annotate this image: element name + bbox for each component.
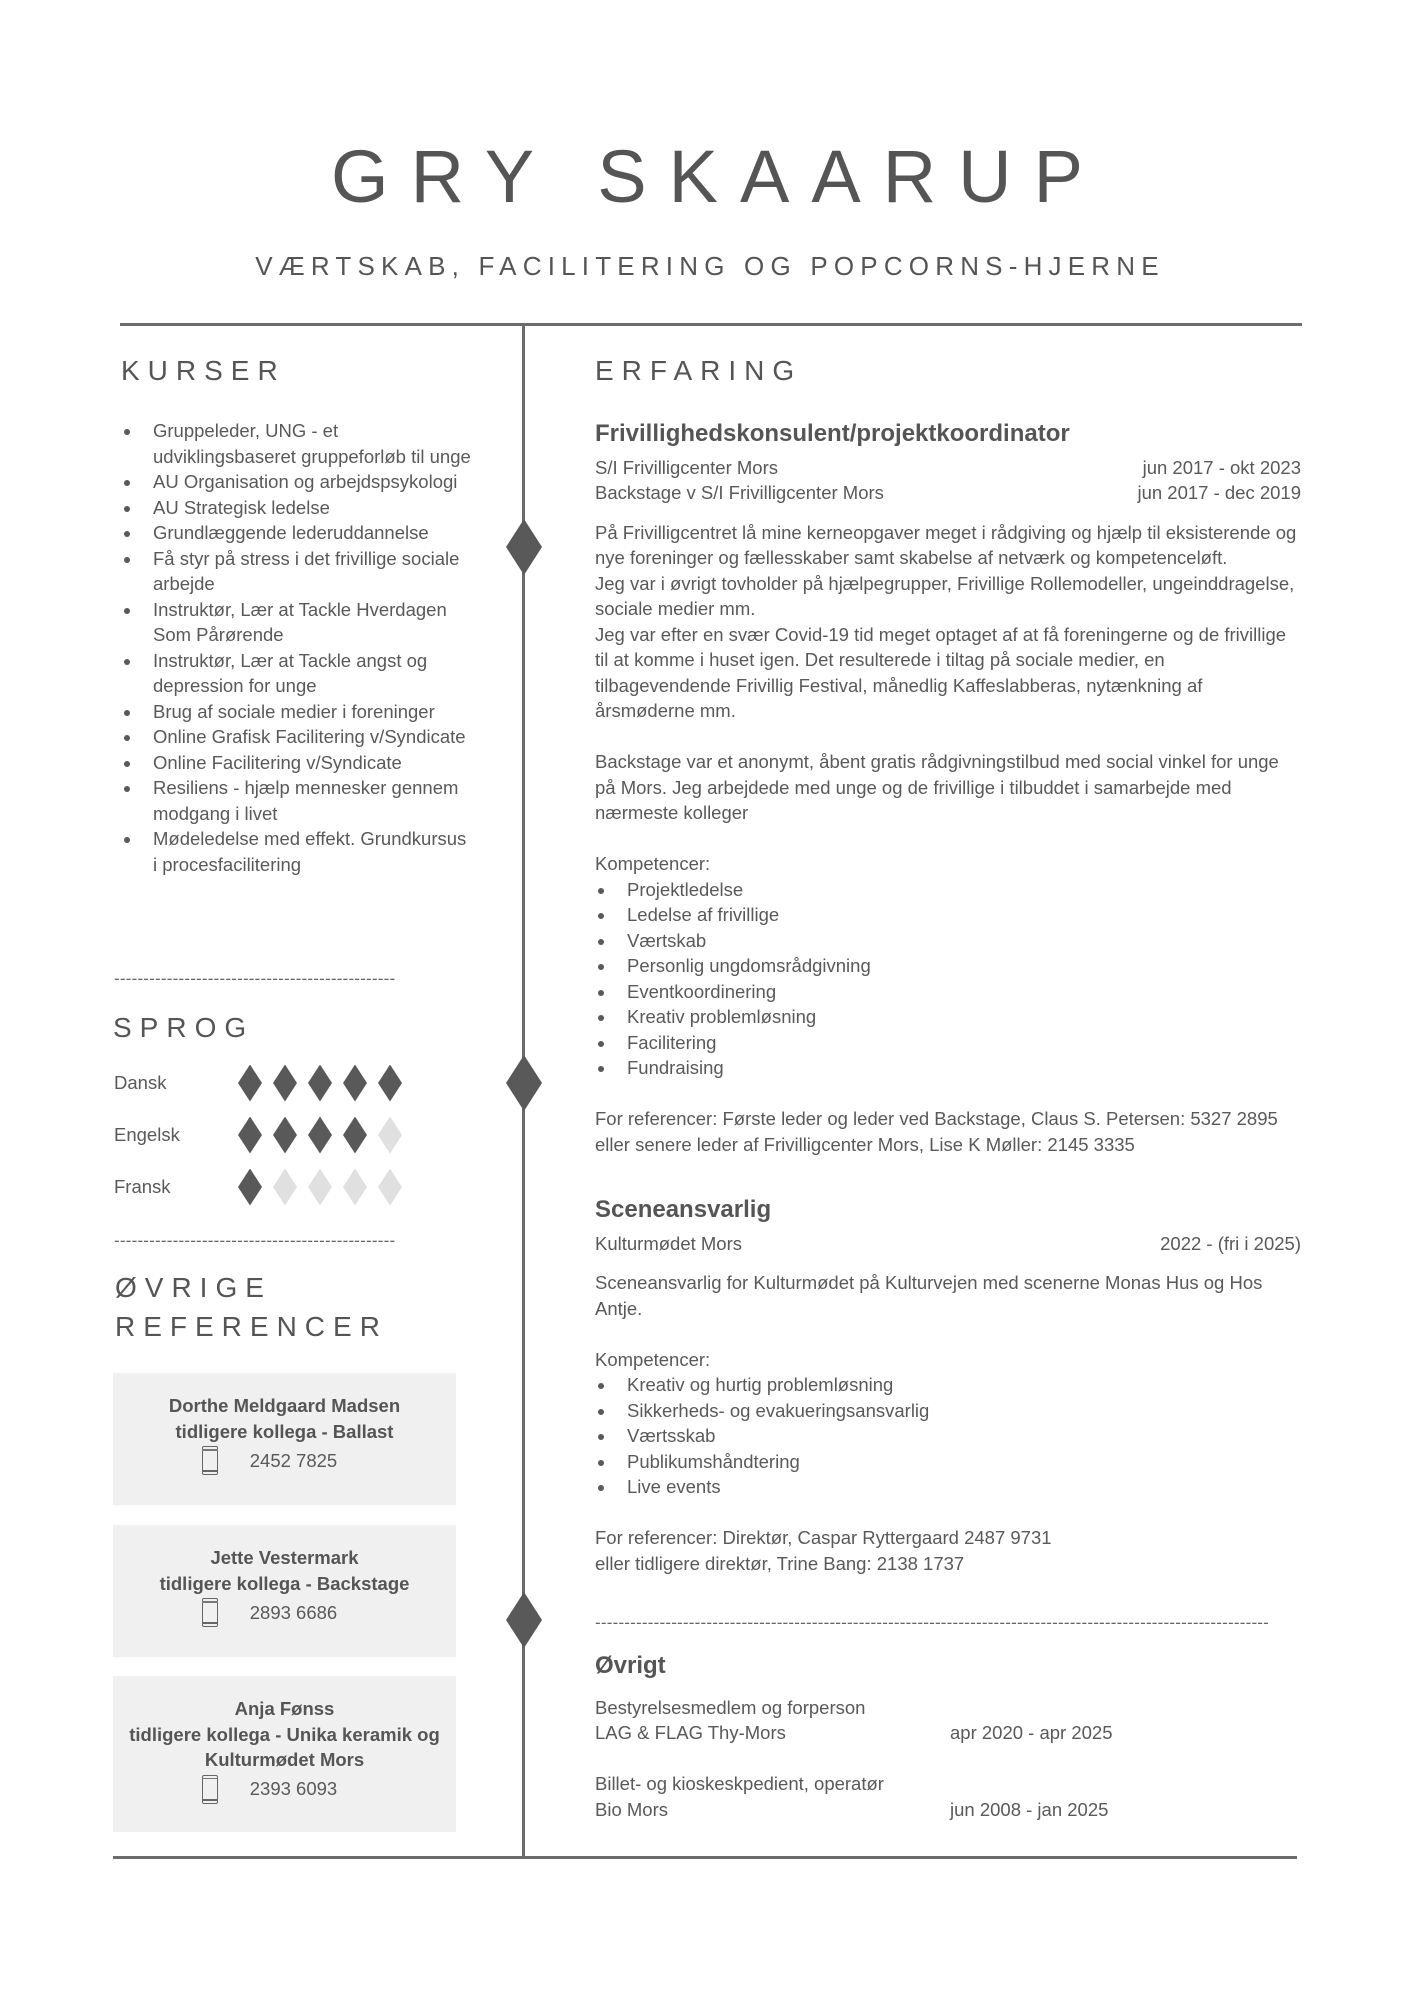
- rating-diamond-filled-icon: [238, 1065, 262, 1102]
- experience-heading: ERFARING: [595, 355, 803, 386]
- job-title: Frivillighedskonsulent/projektkoordinator: [595, 420, 1070, 447]
- references-heading-line: REFERENCER: [115, 1311, 388, 1342]
- language-label: Fransk: [114, 1176, 171, 1197]
- job-references: eller senere leder af Frivilligcenter Mors, Lise K Møller: 2145 3335: [595, 1133, 1135, 1155]
- left-divider: ------------------------------------------------: [114, 1232, 396, 1249]
- other-title: Øvrigt: [595, 1652, 666, 1679]
- references-heading-line: ØVRIGE: [115, 1272, 272, 1303]
- right-divider: -------------------------------------------------------------------------------------------------------------------: [595, 1614, 1270, 1631]
- timeline-diamond-icon: [506, 519, 542, 575]
- skills-label: Kompetencer:: [595, 1348, 711, 1370]
- language-label: Engelsk: [114, 1124, 180, 1145]
- languages-list: [114, 1057, 402, 1213]
- rating-diamond-filled-icon: [238, 1169, 262, 1206]
- rating-diamond-empty-icon: [273, 1169, 297, 1206]
- language-label: Dansk: [114, 1072, 167, 1093]
- phone-icon: [202, 1446, 218, 1475]
- reference-name: Anja Fønss: [234, 1698, 335, 1719]
- job-description: Backstage var et anonymt, åbent gratis rådgivningstilbud med social vinkel for unge på Mors. Jeg arbejdede med unge og de frivillige i tilbuddet i samarbejde med nærmeste kolleger: [595, 751, 1279, 824]
- job-dates: 2022 - (fri i 2025): [1160, 1232, 1301, 1254]
- other-role: Billet- og kioskeskpedient, operatør: [595, 1773, 884, 1795]
- list-item: Resiliens - hjælp mennesker gennem modgang i livet: [121, 775, 471, 826]
- rating-diamond-filled-icon: [273, 1065, 297, 1102]
- reference-phone: 2393 6093: [249, 1778, 338, 1799]
- reference-role: tidligere kollega - Ballast: [175, 1420, 394, 1442]
- rating-diamond-empty-icon: [378, 1117, 402, 1154]
- rating-diamond-empty-icon: [308, 1169, 332, 1206]
- rating-diamond-filled-icon: [273, 1117, 297, 1154]
- rating-diamond-filled-icon: [308, 1117, 332, 1154]
- list-item: Personlig ungdomsrådgivning: [595, 953, 1301, 979]
- reference-card: [113, 1373, 456, 1505]
- reference-name: Dorthe Meldgaard Madsen: [168, 1395, 401, 1416]
- job-org-row: [595, 1231, 1301, 1257]
- list-item: Grundlæggende lederuddannelse: [121, 520, 471, 546]
- other-dates: jun 2008 - jan 2025: [950, 1798, 1109, 1820]
- job-references: For referencer: Første leder og leder ved Backstage, Claus S. Petersen: 5327 2895: [595, 1108, 1278, 1130]
- job-entry: [595, 420, 1301, 1157]
- job-org-row: [595, 455, 1301, 481]
- list-item: AU Strategisk ledelse: [121, 495, 471, 521]
- list-item: AU Organisation og arbejdspsykologi: [121, 469, 471, 495]
- list-item: Værtskab: [595, 928, 1301, 954]
- job-description: Sceneansvarlig for Kulturmødet på Kulturvejen med scenerne Monas Hus og Hos Antje.: [595, 1272, 1263, 1319]
- language-row: [114, 1161, 402, 1213]
- reference-role: tidligere kollega - Unika keramik og Kulturmødet Mors: [129, 1723, 440, 1770]
- job-description: Jeg var i øvrigt tovholder på hjælpegrupper, Frivillige Rollemodeller, ungeinddragelse, sociale medier mm.: [595, 572, 1295, 620]
- rating-diamond-filled-icon: [343, 1117, 367, 1154]
- courses-list: [121, 418, 471, 877]
- list-item: Fundraising: [595, 1055, 1301, 1081]
- languages-heading: SPROG: [113, 1012, 255, 1043]
- list-item: Eventkoordinering: [595, 979, 1301, 1005]
- rating-diamond-empty-icon: [378, 1169, 402, 1206]
- list-item: Brug af sociale medier i foreninger: [121, 699, 471, 725]
- reference-name: Jette Vestermark: [210, 1547, 359, 1568]
- list-item: Online Facilitering v/Syndicate: [121, 750, 471, 776]
- job-references: eller tidligere direktør, Trine Bang: 2138 1737: [595, 1552, 965, 1574]
- job-dates: jun 2017 - okt 2023: [1142, 456, 1301, 478]
- job-dates: jun 2017 - dec 2019: [1137, 482, 1301, 504]
- language-row: [114, 1057, 402, 1109]
- list-item: Sikkerheds- og evakueringsansvarlig: [595, 1398, 1301, 1424]
- job-org-row: [595, 480, 1301, 506]
- skills-list: [595, 877, 1301, 1081]
- other-dates: apr 2020 - apr 2025: [950, 1722, 1113, 1744]
- timeline-diamond-icon: [506, 1592, 542, 1648]
- skills-list: [595, 1372, 1301, 1500]
- list-item: Få styr på stress i det frivillige sociale arbejde: [121, 546, 471, 597]
- job-title: Sceneansvarlig: [595, 1196, 772, 1223]
- language-row: [114, 1109, 402, 1161]
- reference-phone: 2452 7825: [249, 1449, 338, 1471]
- job-org: S/I Frivilligcenter Mors: [595, 456, 778, 478]
- reference-role: tidligere kollega - Backstage: [159, 1572, 410, 1594]
- courses-heading: KURSER: [121, 355, 286, 386]
- phone-icon: [202, 1598, 218, 1627]
- candidate-name: GRY SKAARUP: [331, 135, 1105, 218]
- other-org: LAG & FLAG Thy-Mors: [595, 1722, 786, 1744]
- list-item: Publikumshåndtering: [595, 1449, 1301, 1475]
- list-item: Gruppeleder, UNG - et udviklingsbaseret gruppeforløb til unge: [121, 418, 471, 469]
- timeline-diamond-icon: [506, 1055, 542, 1111]
- list-item: Kreativ problemløsning: [595, 1004, 1301, 1030]
- reference-card: [113, 1525, 456, 1657]
- job-description: På Frivilligcentret lå mine kerneopgaver meget i rådgiving og hjælp til eksisterende og nye foreninger og fællesskaber samt skabelse af netværk og kompetenceløft.: [595, 521, 1297, 569]
- rating-diamond-filled-icon: [378, 1065, 402, 1102]
- language-rating: [238, 1117, 402, 1154]
- list-item: Instruktør, Lær at Tackle angst og depression for unge: [121, 648, 471, 699]
- list-item: Værtsskab: [595, 1423, 1301, 1449]
- list-item: Instruktør, Lær at Tackle Hverdagen Som Pårørende: [121, 597, 471, 648]
- other-item: [595, 1771, 1301, 1822]
- rating-diamond-filled-icon: [308, 1065, 332, 1102]
- other-role: Bestyrelsesmedlem og forperson: [595, 1696, 866, 1718]
- phone-icon: [202, 1775, 218, 1804]
- skills-label: Kompetencer:: [595, 853, 711, 875]
- other-org: Bio Mors: [595, 1798, 668, 1820]
- job-references: For referencer: Direktør, Caspar Ryttergaard 2487 9731: [595, 1527, 1052, 1549]
- job-org: Backstage v S/I Frivilligcenter Mors: [595, 482, 884, 504]
- top-rule: [120, 323, 1302, 326]
- job-description: Jeg var efter en svær Covid-19 tid meget optaget af at få foreningerne og de frivillige til at komme i huset igen. Det resulterede i tiltag på sociale medier, en tilbagevendende Frivillig Festival, månedlig Kaffeslabberas, nytænkning af årsmøderne mm.: [595, 623, 1287, 722]
- list-item: Online Grafisk Facilitering v/Syndicate: [121, 724, 471, 750]
- other-item: [595, 1695, 1301, 1746]
- reference-card: [113, 1676, 456, 1832]
- candidate-tagline: VÆRTSKAB, FACILITERING OG POPCORNS-HJERNE: [255, 251, 1165, 281]
- language-rating: [238, 1169, 402, 1206]
- list-item: Projektledelse: [595, 877, 1301, 903]
- reference-phone: 2893 6686: [249, 1601, 338, 1623]
- rating-diamond-filled-icon: [238, 1117, 262, 1154]
- language-rating: [238, 1065, 402, 1102]
- rating-diamond-filled-icon: [343, 1065, 367, 1102]
- list-item: Ledelse af frivillige: [595, 902, 1301, 928]
- list-item: Kreativ og hurtig problemløsning: [595, 1372, 1301, 1398]
- left-divider: ------------------------------------------------: [114, 970, 396, 987]
- rating-diamond-empty-icon: [343, 1169, 367, 1206]
- job-org: Kulturmødet Mors: [595, 1232, 743, 1254]
- list-item: Mødeledelse med effekt. Grundkursus i procesfacilitering: [121, 826, 471, 877]
- job-entry: [595, 1196, 1301, 1576]
- list-item: Live events: [595, 1474, 1301, 1500]
- bottom-rule: [113, 1856, 1297, 1859]
- other-section: [595, 1652, 1301, 1822]
- list-item: Facilitering: [595, 1030, 1301, 1056]
- references-heading: [115, 1268, 388, 1346]
